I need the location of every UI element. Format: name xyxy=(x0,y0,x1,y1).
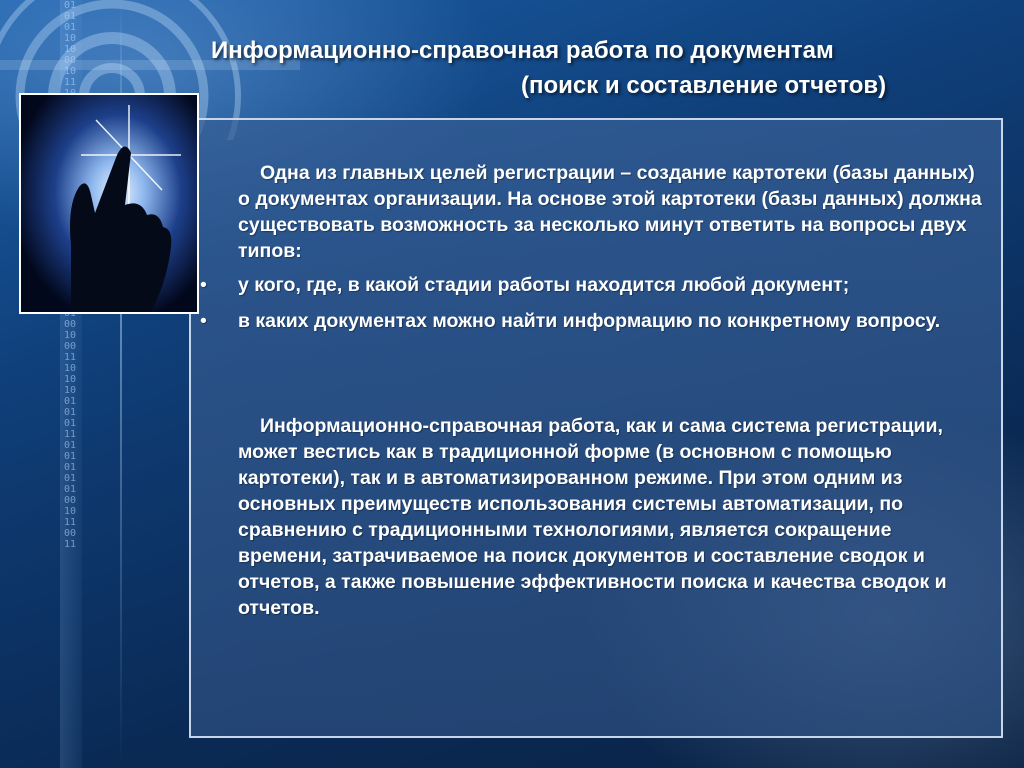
bullet-item xyxy=(196,272,983,298)
binary-strip-text: 0101011010001011 001000111010100101011101010101010010110011 xyxy=(64,0,77,550)
paragraph-automation: Информационно-справочная работа, как и сама система регистрации, может вестись как в традиционной форме (в основном с помощью картотеки), так и в автоматизированном режиме. При этом одним из основных преимуществ использования системы автоматизации, по сравнению с традиционными технологиями, является сокращение времени, затрачиваемое на поиск документов и составление сводок и отчетов, а также повышение эффективности поиска и качества сводок и отчетов. xyxy=(238,415,947,619)
hand-touch-photo xyxy=(19,93,199,314)
slide-title-line-1: Информационно-справочная работа по документам xyxy=(211,37,834,64)
bullet-item xyxy=(196,308,983,334)
slide-title-line-2: (поиск и составление отчетов) xyxy=(521,72,887,99)
bullet-list xyxy=(196,272,983,344)
hand-touch-icon xyxy=(21,95,197,312)
bullet-text: в каких документах можно найти информацию по конкретному вопросу. xyxy=(238,310,941,332)
bullet-icon: • xyxy=(200,310,207,332)
paragraph-intro: Одна из главных целей регистрации – создание картотеки (базы данных) о документах организации. На основе этой картотеки (базы данных) должна существовать возможность за несколько минут ответить на вопросы двух типов: xyxy=(238,162,982,262)
bullet-icon: • xyxy=(200,274,207,296)
bullet-text: у кого, где, в какой стадии работы находится любой документ; xyxy=(238,274,850,296)
